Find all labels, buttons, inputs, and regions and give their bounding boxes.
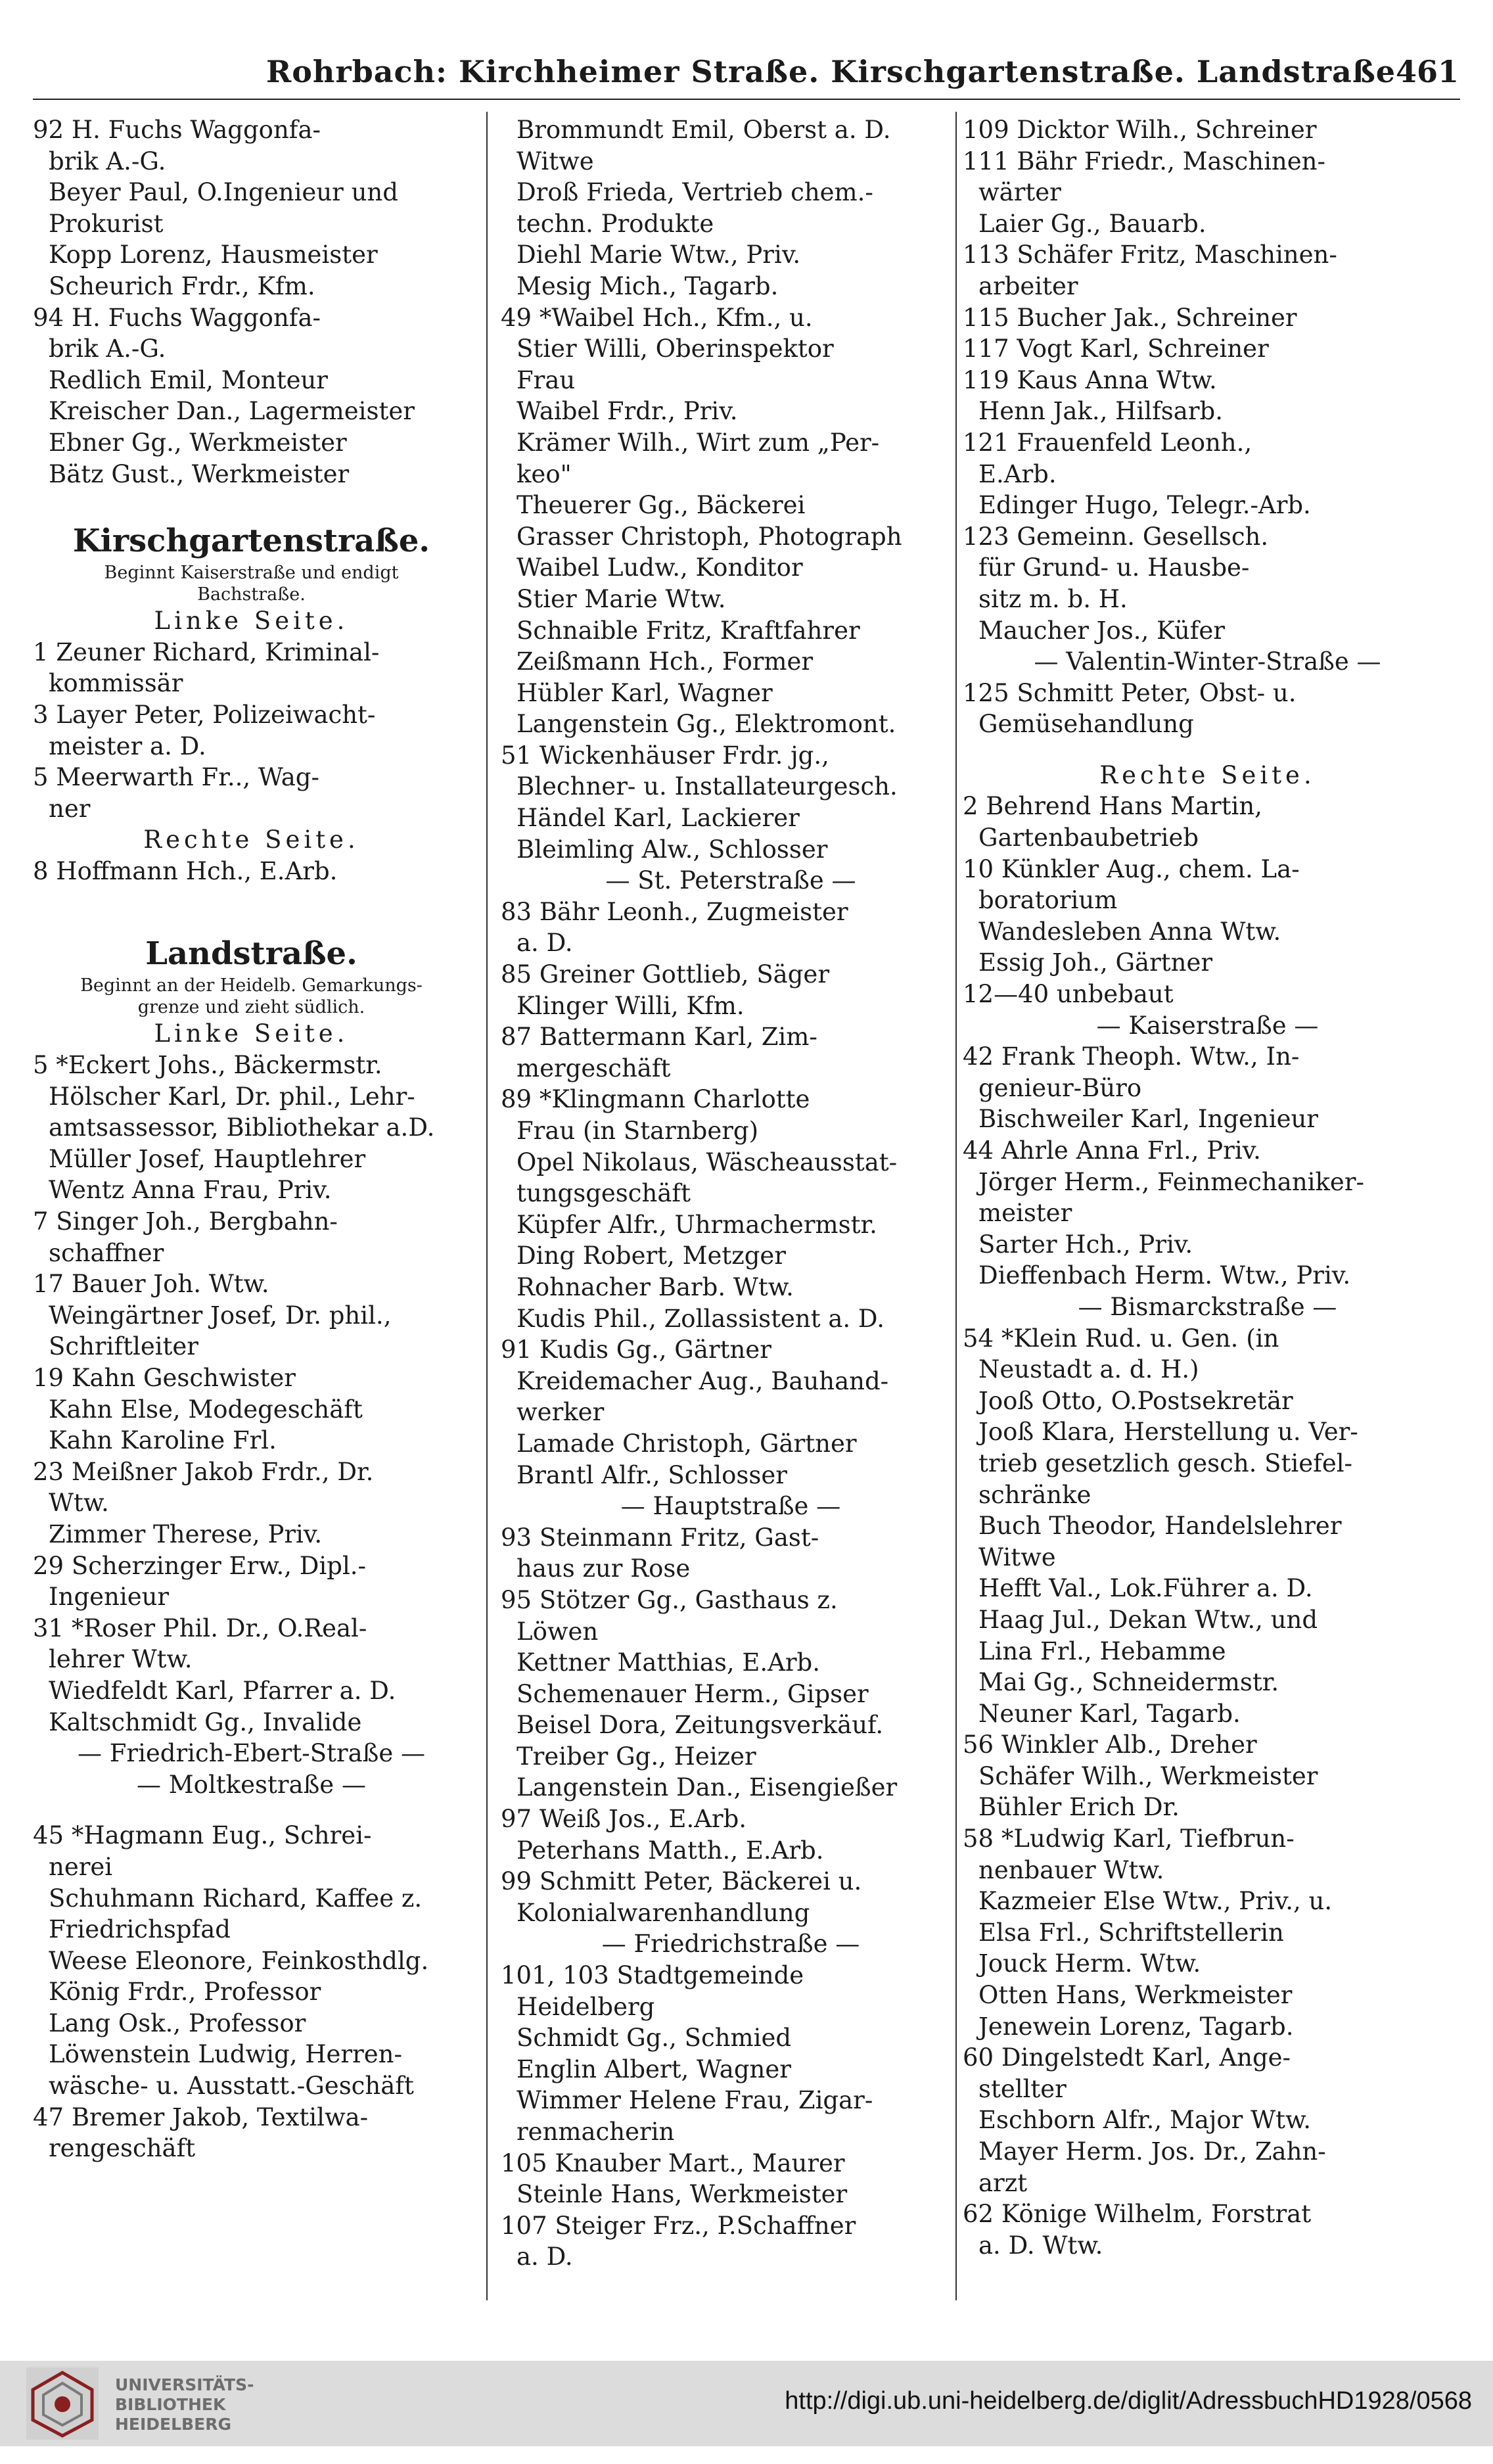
directory-line: Schmidt Gg., Schmied [517,2024,792,2053]
directory-line: Kahn Karoline Frl. [49,1426,277,1455]
directory-line: lehrer Wtw. [49,1645,193,1674]
directory-line: genieur-Büro [978,1073,1142,1102]
directory-line: Ebner Gg., Werkmeister [49,428,347,457]
directory-line: 54 *Klein Rud. u. Gen. (in [963,1324,1279,1353]
directory-line: Kahn Else, Modegeschäft [49,1395,363,1424]
page-header-title: Rohrbach: Kirchheimer Straße. Kirschgartenstraße. Landstraße [266,54,1396,89]
directory-line: Frau [517,365,576,394]
directory-line: Maucher Jos., Küfer [978,616,1225,645]
street-heading: Kirschgartenstraße. [72,523,430,560]
directory-line: a. D. [517,929,573,958]
directory-line: rengeschäft [49,2134,196,2163]
street-description: Beginnt an der Heidelb. Gemarkungs- [80,975,423,996]
cross-street-marker: — Moltkestraße — [137,1770,366,1799]
directory-line: keo" [517,459,572,488]
directory-line: Gemüsehandlung [978,710,1194,739]
directory-line: 111 Bähr Friedr., Maschinen- [963,147,1325,175]
directory-line: 62 Könige Wilhelm, Forstrat [963,2200,1312,2229]
directory-line: 29 Scherzinger Erw., Dipl.- [33,1551,367,1580]
directory-line: Zimmer Therese, Priv. [49,1520,323,1548]
source-url-link[interactable]: http://digi.ub.uni-heidelberg.de/diglit/AdressbuchHD1928/0568 [785,2387,1472,2415]
directory-line: Stier Marie Wtw. [517,584,726,613]
street-description: Beginnt Kaiserstraße und endigt [104,563,399,584]
directory-line: Peterhans Matth., E.Arb. [517,1836,824,1865]
directory-line: Diehl Marie Wtw., Priv. [517,241,801,269]
directory-line: 1 Zeuner Richard, Kriminal- [33,638,380,666]
directory-line: stellter [978,2074,1067,2103]
directory-line: renmacherin [517,2118,675,2146]
cross-street-marker: — Valentin-Winter-Straße — [1034,647,1381,676]
directory-line: Küpfer Alfr., Uhrmachermstr. [517,1210,877,1239]
directory-line: Lina Frl., Hebamme [978,1637,1226,1665]
directory-line: Bätz Gust., Werkmeister [49,459,350,488]
directory-line: 5 Meerwarth Fr.., Wag- [33,763,319,792]
directory-line: Schriftleiter [49,1332,198,1361]
directory-line: 5 *Eckert Johs., Bäckermstr. [33,1051,382,1080]
text-column-left [33,114,470,2164]
directory-line: 83 Bähr Leonh., Zugmeister [501,897,848,926]
library-logo-text [115,2375,254,2434]
directory-line: 109 Dicktor Wilh., Schreiner [963,116,1317,144]
directory-line: Brommundt Emil, Oberst a. D. [517,116,891,144]
directory-line: schränke [978,1480,1091,1509]
directory-line: kommissär [49,669,183,698]
directory-line: Rohnacher Barb. Wtw. [517,1272,794,1301]
directory-line: Steinle Hans, Werkmeister [517,2180,848,2209]
directory-line: 17 Bauer Joh. Wtw. [33,1270,269,1299]
directory-line: Dieffenbach Herm. Wtw., Priv. [978,1261,1351,1290]
directory-line: Kreischer Dan., Lagermeister [49,397,415,426]
side-heading: Linke Seite. [154,1019,349,1048]
directory-line: König Frdr., Professor [49,1978,321,2007]
directory-line: Langenstein Gg., Elektromont. [517,710,896,739]
directory-line: 19 Kahn Geschwister [33,1364,296,1392]
directory-line: 92 H. Fuchs Waggonfa- [33,116,321,144]
directory-line: Schuhmann Richard, Kaffee z. [49,1884,423,1913]
directory-line: 91 Kudis Gg., Gärtner [501,1336,771,1364]
street-description: Bachstraße. [197,584,306,605]
cross-street-marker: — St. Peterstraße — [605,866,856,895]
directory-line: Droß Frieda, Vertrieb chem.- [517,178,873,207]
directory-line: Zeißmann Hch., Former [517,647,814,676]
directory-line: für Grund- u. Hausbe- [978,553,1250,582]
directory-line: 56 Winkler Alb., Dreher [963,1731,1257,1759]
directory-line: 42 Frank Theoph. Wtw., In- [963,1042,1300,1071]
directory-line: Kettner Matthias, E.Arb. [517,1648,820,1677]
directory-line: Bischweiler Karl, Ingenieur [978,1105,1318,1134]
directory-line: Opel Nikolaus, Wäscheausstat- [517,1148,898,1176]
directory-line: Kolonialwarenhandlung [517,1898,810,1927]
university-seal-icon [26,2367,99,2440]
directory-line: arzt [978,2168,1028,2197]
directory-line: 121 Frauenfeld Leonh., [963,428,1252,457]
directory-line: Eschborn Alfr., Major Wtw. [978,2106,1312,2135]
directory-line: Treiber Gg., Heizer [517,1742,756,1771]
directory-line: Schemenauer Herm., Gipser [517,1679,869,1708]
directory-line: Kazmeier Else Wtw., Priv., u. [978,1887,1333,1916]
directory-line: Brantl Alfr., Schlosser [517,1460,787,1489]
directory-line: Beisel Dora, Zeitungsverkäuf. [517,1711,884,1740]
directory-line: Ding Robert, Metzger [517,1242,786,1270]
footer-bar [0,2361,1493,2446]
directory-line: nenbauer Wtw. [978,1855,1164,1884]
logo-line: UNIVERSITÄTS- [115,2375,254,2394]
directory-line: Kopp Lorenz, Hausmeister [49,241,378,269]
directory-line: Ingenieur [49,1583,170,1612]
directory-line: Otten Hans, Werkmeister [978,1981,1293,2010]
directory-line: techn. Produkte [517,209,714,238]
directory-line: Waibel Ludw., Konditor [517,553,803,582]
directory-line: Wandesleben Anna Wtw. [978,917,1281,946]
directory-line: 31 *Roser Phil. Dr., O.Real- [33,1614,367,1642]
directory-line: Mesig Mich., Tagarb. [517,271,779,300]
directory-line: Buch Theodor, Handelslehrer [978,1512,1342,1541]
directory-line: Hübler Karl, Wagner [517,678,773,707]
directory-line: Hefft Val., Lok.Führer a. D. [978,1574,1313,1603]
directory-line: mergeschäft [517,1054,671,1082]
directory-line: Witwe [517,147,594,175]
directory-line: Wtw. [49,1489,109,1518]
directory-line: 107 Steiger Frz., P.Schaffner [501,2211,856,2240]
directory-line: Kreidemacher Aug., Bauhand- [517,1366,889,1395]
street-heading: Landstraße. [145,935,357,973]
directory-line: 44 Ahrle Anna Frl., Priv. [963,1136,1261,1165]
directory-line: nerei [49,1852,113,1881]
directory-line: 45 *Hagmann Eug., Schrei- [33,1821,372,1850]
header-rule [33,99,1460,100]
directory-line: 7 Singer Joh., Bergbahn- [33,1207,338,1236]
directory-line: 115 Bucher Jak., Schreiner [963,303,1297,332]
directory-line: Jenewein Lorenz, Tagarb. [978,2012,1294,2041]
directory-line: Löwen [517,1617,599,1646]
directory-line: Schnaible Fritz, Kraftfahrer [517,616,860,645]
cross-street-marker: — Hauptstraße — [620,1492,841,1521]
street-description: grenze und zieht südlich. [137,997,365,1018]
directory-line: 2 Behrend Hans Martin, [963,792,1262,821]
page-number: 461 [1395,54,1459,89]
directory-line: Waibel Frdr., Priv. [517,397,738,426]
directory-line: Wimmer Helene Frau, Zigar- [517,2086,873,2115]
directory-line: Stier Willi, Oberinspektor [517,335,834,363]
column-divider [486,112,488,2300]
cross-street-marker: — Friedrich-Ebert-Straße — [77,1739,426,1768]
directory-line: Sarter Hch., Priv. [978,1230,1193,1259]
directory-line: Englin Albert, Wagner [517,2055,791,2083]
directory-line: 47 Bremer Jakob, Textilwa- [33,2103,369,2131]
directory-line: 51 Wickenhäuser Frdr. jg., [501,741,829,770]
directory-line: Löwenstein Ludwig, Herren- [49,2040,402,2069]
directory-line: Mayer Herm. Jos. Dr., Zahn- [978,2137,1326,2166]
directory-line: 49 *Waibel Hch., Kfm., u. [501,303,813,332]
directory-line: Neuner Karl, Tagarb. [978,1699,1241,1728]
directory-line: 58 *Ludwig Karl, Tiefbrun- [963,1825,1295,1853]
directory-line: werker [517,1398,605,1427]
directory-line: Edinger Hugo, Telegr.-Arb. [978,491,1311,520]
text-column-right [963,114,1452,2261]
directory-line: tungsgeschäft [517,1179,691,1208]
logo-line: HEIDELBERG [115,2415,231,2434]
directory-line: Witwe [978,1543,1056,1571]
directory-line: sitz m. b. H. [978,584,1128,613]
directory-line: Schäfer Wilh., Werkmeister [978,1761,1318,1790]
directory-line: Hölscher Karl, Dr. phil., Lehr- [49,1082,415,1111]
directory-line: haus zur Rose [517,1554,691,1583]
cross-street-marker: — Bismarckstraße — [1078,1292,1337,1321]
directory-line: Weingärtner Josef, Dr. phil., [49,1301,392,1330]
cross-street-marker: — Friedrichstraße — [601,1930,860,1959]
directory-line: 93 Steinmann Fritz, Gast- [501,1523,819,1552]
directory-line: Bühler Erich Dr. [978,1793,1180,1822]
directory-line: 8 Hoffmann Hch., E.Arb. [33,856,338,885]
directory-line: Prokurist [49,209,164,238]
spacer [33,1800,470,1820]
side-heading: Rechte Seite. [143,825,359,854]
directory-line: Scheurich Frdr., Kfm. [49,271,315,300]
directory-line: 123 Gemeinn. Gesellsch. [963,522,1269,551]
directory-line: Elsa Frl., Schriftstellerin [978,1918,1284,1947]
directory-line: Wiedfeldt Karl, Pfarrer a. D. [49,1676,396,1705]
directory-line: Blechner- u. Installateurgesch. [517,772,898,801]
directory-line: E.Arb. [978,459,1057,488]
directory-line: arbeiter [978,271,1078,300]
directory-line: Heidelberg [517,1992,655,2021]
directory-line: wäsche- u. Ausstatt.-Geschäft [49,2072,414,2101]
directory-line: 113 Schäfer Fritz, Maschinen- [963,241,1337,269]
directory-line: Wentz Anna Frau, Priv. [49,1176,332,1205]
directory-line: Laier Gg., Bauarb. [978,209,1206,238]
directory-line: 89 *Klingmann Charlotte [501,1085,810,1114]
directory-line: Haag Jul., Dekan Wtw., und [978,1605,1318,1634]
directory-line: brik A.-G. [49,335,166,363]
directory-line: a. D. Wtw. [978,2231,1103,2260]
directory-line: Gartenbaubetrieb [978,824,1199,852]
directory-line: meister [978,1199,1072,1228]
directory-line: Henn Jak., Hilfsarb. [978,397,1223,426]
directory-line: meister a. D. [49,732,206,760]
directory-line: Neustadt a. d. H.) [978,1355,1199,1384]
directory-line: Krämer Wilh., Wirt zum „Per- [517,428,880,457]
directory-line: 95 Stötzer Gg., Gasthaus z. [501,1585,838,1614]
side-heading: Linke Seite. [154,607,349,636]
directory-line: Lang Osk., Professor [49,2009,306,2037]
directory-line: Theuerer Gg., Bäckerei [517,491,806,520]
directory-line: 10 Künkler Aug., chem. La- [963,854,1300,883]
directory-line: 3 Layer Peter, Polizeiwacht- [33,700,376,729]
logo-line: BIBLIOTHEK [115,2395,226,2414]
directory-line: Kudis Phil., Zollassistent a. D. [517,1304,885,1333]
directory-line: wärter [978,178,1061,207]
directory-line: 85 Greiner Gottlieb, Säger [501,960,830,989]
directory-line: a. D. [517,2243,573,2271]
directory-line: 119 Kaus Anna Wtw. [963,365,1217,394]
directory-line: Beyer Paul, O.Ingenieur und [49,178,398,207]
directory-line: 99 Schmitt Peter, Bäckerei u. [501,1867,862,1896]
directory-line: trieb gesetzlich gesch. Stiefel- [978,1449,1353,1477]
cross-street-marker: — Kaiserstraße — [1096,1011,1319,1040]
directory-line: 105 Knauber Mart., Maurer [501,2149,845,2177]
directory-line: amtsassessor, Bibliothekar a.D. [49,1113,435,1142]
directory-line: Grasser Christoph, Photograph [517,522,902,551]
directory-line: Händel Karl, Lackierer [517,804,800,833]
side-heading: Rechte Seite. [1099,760,1316,789]
directory-line: Essig Joh., Gärtner [978,948,1213,977]
directory-line: Lamade Christoph, Gärtner [517,1429,857,1458]
directory-line: Frau (in Starnberg) [517,1117,759,1145]
directory-line: boratorium [978,886,1118,915]
directory-line: schaffner [49,1238,164,1267]
directory-line: Jörger Herm., Feinmechaniker- [978,1167,1365,1196]
directory-line: Mai Gg., Schneidermstr. [978,1668,1279,1697]
directory-line: Langenstein Dan., Eisengießer [517,1773,898,1802]
directory-line: Jooß Klara, Herstellung u. Ver- [978,1418,1358,1447]
directory-line: 87 Battermann Karl, Zim- [501,1023,817,1052]
directory-line: Klinger Willi, Kfm. [517,991,745,1020]
spacer [963,740,1452,760]
directory-line: Friedrichspfad [49,1915,231,1944]
directory-line: 101, 103 Stadtgemeinde [501,1961,804,1990]
directory-line: 97 Weiß Jos., E.Arb. [501,1805,747,1834]
directory-line: Weese Eleonore, Feinkosthdlg. [49,1946,429,1975]
directory-line: 117 Vogt Karl, Schreiner [963,335,1269,363]
directory-line: 125 Schmitt Peter, Obst- u. [963,678,1297,707]
directory-line: Bleimling Alw., Schlosser [517,835,828,864]
text-column-middle [501,114,961,2273]
directory-line: Jooß Otto, O.Postsekretär [978,1386,1293,1415]
directory-line: 94 H. Fuchs Waggonfa- [33,303,321,332]
directory-line: ner [49,794,91,823]
directory-line: Müller Josef, Hauptlehrer [49,1144,366,1173]
directory-line: Kaltschmidt Gg., Invalide [49,1708,362,1736]
directory-line: 23 Meißner Jakob Frdr., Dr. [33,1457,374,1486]
directory-line: 12—40 unbebaut [963,980,1174,1009]
directory-line: brik A.-G. [49,147,166,175]
directory-line: Jouck Herm. Wtw. [978,1949,1201,1978]
directory-line: 60 Dingelstedt Karl, Ange- [963,2043,1291,2072]
directory-line: Redlich Emil, Monteur [49,365,328,394]
